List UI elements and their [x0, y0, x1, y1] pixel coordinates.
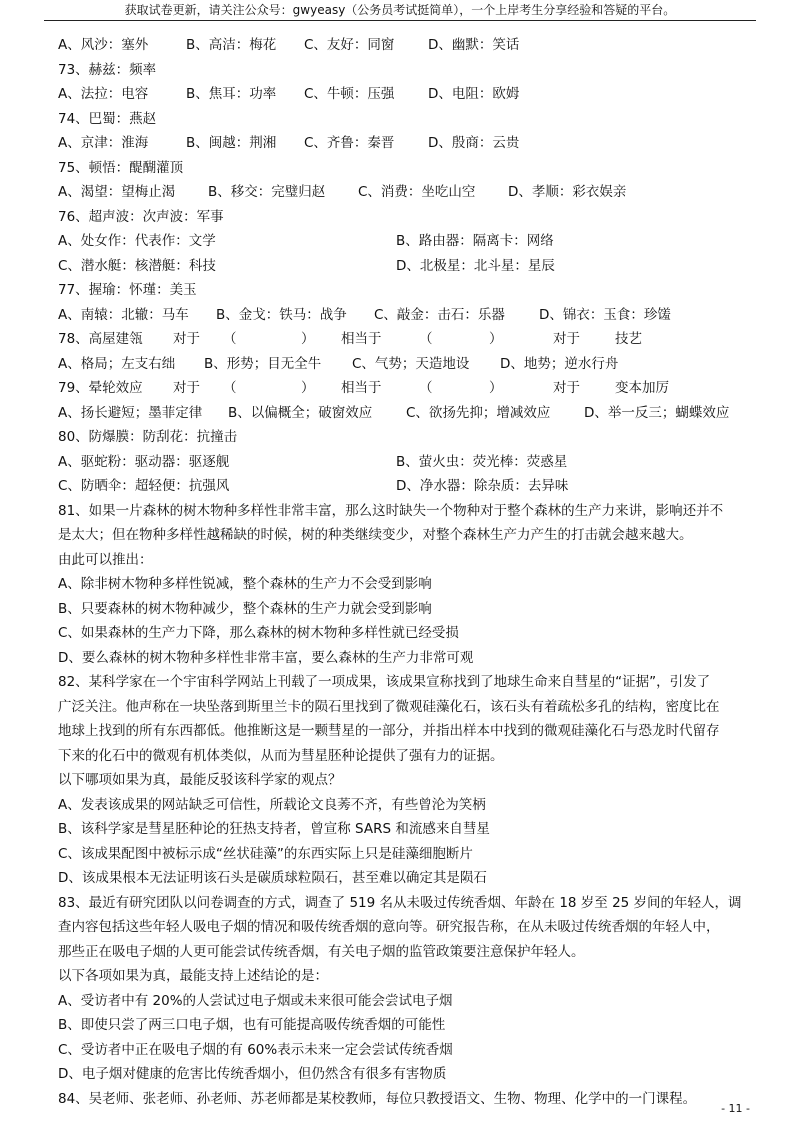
option: A、格局；左支右绌	[58, 355, 176, 372]
q78-stem	[58, 327, 758, 352]
option: C、潜水艇：核潜艇：科技	[58, 257, 216, 274]
q83-question: 以下各项如果为真，最能支持上述结论的是：	[58, 968, 328, 984]
blank-close: ）	[301, 331, 315, 347]
option: B、以偏概全；破窗效应	[228, 404, 373, 421]
q76-options-row1	[58, 229, 758, 254]
option: C、消费：坐吃山空	[358, 184, 476, 200]
stem-text: 对于	[173, 331, 200, 347]
q82-question: 以下哪项如果为真，最能反驳该科学家的观点？	[58, 772, 342, 788]
header-rule	[44, 20, 756, 21]
q79-options	[58, 401, 758, 426]
q81-option: C、如果森林的生产力下降，那么森林的树木物种多样性就已经受损	[58, 625, 459, 641]
blank-close: ）	[489, 331, 503, 347]
q82-stem-line: 82、某科学家在一个宇宙科学网站上刊载了一项成果，该成果宣称找到了地球生命来自彗星的“证据”，引发了	[58, 674, 711, 690]
q83-stem-line: 查内容包括这些年轻人吸电子烟的情况和吸传统香烟的意向等。研究报告称，在从未吸过传统香烟的年轻人中，	[58, 919, 720, 935]
q79-stem	[58, 376, 758, 401]
q83-option: C、受访者中正在吸电子烟的有 60%表示未来一定会尝试传统香烟	[58, 1041, 453, 1058]
q75-options	[58, 180, 758, 205]
option: D、地势；逆水行舟	[500, 355, 619, 372]
stem-text: 对于	[553, 331, 580, 347]
option: D、孝顺：彩衣娱亲	[508, 184, 627, 200]
option: C、齐鲁：秦晋	[304, 135, 395, 151]
header-text: 获取试卷更新，请关注公众号：gwyeasy（公务员考试挺简单），一个上岸考生分享经验和答疑的平台。	[124, 3, 676, 17]
option: A、风沙：塞外	[58, 37, 149, 53]
option: C、气势；天造地设	[352, 355, 470, 372]
q77-stem: 77、握瑜：怀瑾：美玉	[58, 282, 197, 298]
q83-option: B、即使只尝了两三口电子烟，也有可能提高吸传统香烟的可能性	[58, 1017, 446, 1033]
option: C、欲扬先抑；增减效应	[406, 404, 551, 421]
option: B、高洁：梅花	[186, 37, 277, 53]
stem-text: 79、晕轮效应	[58, 380, 143, 396]
q83-stem-line: 83、最近有研究团队以问卷调查的方式，调查了 519 名从未吸过传统香烟、年龄在 18 岁至 25 岁间的年轻人，调	[58, 894, 742, 911]
stem-text: 对于	[173, 380, 200, 396]
option: D、锦衣：玉食：珍馐	[539, 306, 671, 323]
blank-open: （	[419, 331, 433, 347]
blank-close: ）	[301, 380, 315, 396]
q83-option: D、电子烟对健康的危害比传统香烟小，但仍然含有很多有害物质	[58, 1066, 447, 1082]
q83-stem-line: 那些正在吸电子烟的人更可能尝试传统香烟，有关电子烟的监管政策要注意保护年轻人。	[58, 943, 585, 960]
option: B、路由器：隔离卡：网络	[396, 233, 554, 249]
option: D、殷商：云贵	[428, 135, 520, 151]
option: A、驱蛇粉：驱动器：驱逐舰	[58, 453, 230, 470]
q75-stem: 75、顿悟：醍醐灌顶	[58, 159, 184, 176]
q82-stem-line: 地球上找到的所有东西都低。他推断这是一颗彗星的一部分，并指出样本中找到的微观硅藻化石与恐龙时代留存	[58, 723, 720, 739]
q77-options	[58, 303, 758, 328]
q82-stem-line: 广泛关注。他声称在一块坠落到斯里兰卡的陨石里找到了微观硅藻化石，该石头有着疏松多孔的结构，密度比在	[58, 698, 720, 715]
q82-stem-line: 下来的化石中的微观有机体类似，从而为彗星胚种论提供了强有力的证据。	[58, 747, 504, 764]
option: A、渴望：望梅止渴	[58, 184, 176, 200]
blank-open: （	[223, 331, 237, 347]
q80-options-row1	[58, 450, 758, 475]
q81-stem-line: 是太大；但在物种多样性越稀缺的时候，树的种类继续变少，对整个森林生产力产生的打击就会越来越大。	[58, 527, 693, 543]
q80-stem: 80、防爆膜：防刮花：抗撞击	[58, 429, 238, 445]
page-number: - 11 -	[721, 1102, 750, 1115]
stem-text: 对于	[553, 380, 580, 396]
q74-stem: 74、巴蜀：燕赵	[58, 110, 157, 127]
option: C、防晒伞：超轻便：抗强风	[58, 478, 230, 494]
q82-option: B、该科学家是彗星胚种论的狂热支持者，曾宣称 SARS 和流感来自彗星	[58, 821, 490, 837]
option: C、牛顿：压强	[304, 86, 395, 102]
q81-stem-line: 81、如果一片森林的树木物种多样性非常丰富，那么这时缺失一个物种对于整个森林的生产力来讲，影响还并不	[58, 502, 724, 519]
q81-option: A、除非树木物种多样性锐减，整个森林的生产力不会受到影响	[58, 576, 432, 592]
option: D、举一反三；蝴蝶效应	[584, 404, 730, 421]
option: A、处女作：代表作：文学	[58, 233, 216, 249]
q81-option: B、只要森林的树木物种减少，整个森林的生产力就会受到影响	[58, 600, 432, 617]
q81-option: D、要么森林的树木物种多样性非常丰富，要么森林的生产力非常可观	[58, 649, 474, 666]
option: C、敲金：击石：乐器	[374, 306, 505, 323]
q72-options	[58, 33, 758, 58]
q83-option: A、受访者中有 20%的人尝试过电子烟或未来很可能会尝试电子烟	[58, 992, 453, 1009]
q76-stem: 76、超声波：次声波：军事	[58, 208, 224, 225]
q82-option: A、发表该成果的网站缺乏可信性，所载论文良莠不齐，有些曾沦为笑柄	[58, 796, 486, 813]
q73-options	[58, 82, 758, 107]
page-content	[58, 33, 758, 1111]
blank-open: （	[223, 380, 237, 396]
stem-text: 技艺	[615, 331, 642, 347]
stem-text: 相当于	[341, 380, 382, 396]
option: B、移交：完璧归赵	[208, 184, 326, 200]
option: A、京津：淮海	[58, 135, 149, 151]
option: B、萤火虫：荧光棒：荧惑星	[396, 453, 568, 470]
option: B、焦耳：功率	[186, 86, 277, 102]
option: B、闽越：荆湘	[186, 135, 277, 151]
q78-options	[58, 352, 758, 377]
option: D、幽默：笑话	[428, 37, 520, 53]
q84-stem: 84、吴老师、张老师、孙老师、苏老师都是某校教师，每位只教授语文、生物、物理、化学中的一门课程。	[58, 1090, 697, 1107]
q82-option: C、该成果配图中被标示成“丝状硅藻”的东西实际上只是硅藻细胞断片	[58, 845, 473, 862]
q82-option: D、该成果根本无法证明该石头是碳质球粒陨石，甚至难以确定其是陨石	[58, 870, 487, 886]
option: D、北极星：北斗星：星辰	[396, 257, 555, 274]
option: A、法拉：电容	[58, 86, 149, 102]
blank-close: ）	[489, 380, 503, 396]
stem-text: 相当于	[341, 331, 382, 347]
option: B、金戈：铁马：战争	[216, 306, 347, 323]
stem-text: 变本加厉	[615, 380, 669, 396]
blank-open: （	[419, 380, 433, 396]
option: A、扬长避短；墨菲定律	[58, 404, 203, 421]
option: B、形势；目无全牛	[204, 355, 322, 372]
q74-options	[58, 131, 758, 156]
option: C、友好：同窗	[304, 37, 395, 53]
stem-text: 78、高屋建瓴	[58, 331, 143, 347]
page-header	[0, 0, 800, 20]
q73-stem: 73、赫兹：频率	[58, 61, 157, 78]
option: D、净水器：除杂质：去异味	[396, 478, 569, 494]
q76-options-row2	[58, 254, 758, 279]
option: A、南辕：北辙：马车	[58, 306, 189, 323]
q80-options-row2	[58, 474, 758, 499]
option: D、电阻：欧姆	[428, 86, 520, 102]
q81-question: 由此可以推出：	[58, 551, 153, 568]
